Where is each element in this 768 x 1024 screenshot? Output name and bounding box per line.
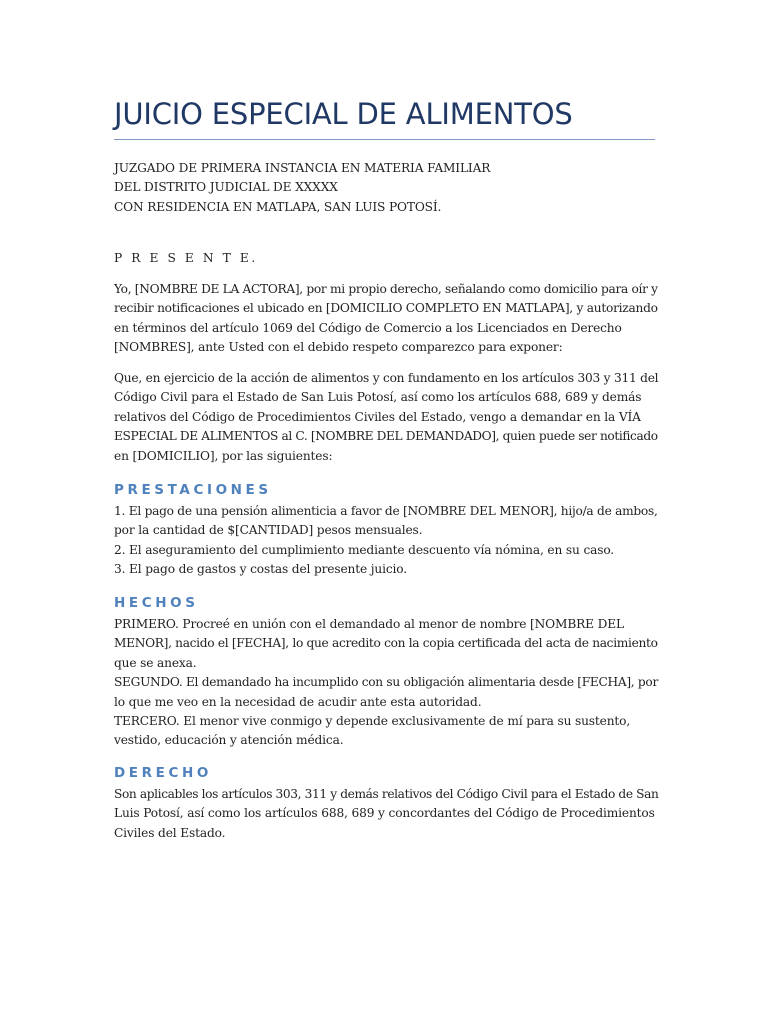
intro-line: Yo, [NOMBRE DE LA ACTORA], por mi propio derecho, señalando como domicilio para oír y bbox=[114, 282, 658, 296]
hechos-line: SEGUNDO. El demandado ha incumplido con su obligación alimentaria desde [FECHA], por bbox=[114, 675, 658, 690]
addressee-line: CON RESIDENCIA EN MATLAPA, SAN LUIS POTOSÍ. bbox=[114, 199, 442, 214]
hechos-list bbox=[114, 615, 659, 751]
title-divider bbox=[114, 139, 655, 140]
hechos-line: PRIMERO. Procreé en unión con el demandado al menor de nombre [NOMBRE DEL bbox=[114, 617, 624, 631]
prestaciones-line: 1. El pago de una pensión alimenticia a favor de [NOMBRE DEL MENOR], hijo/a de ambos, bbox=[114, 504, 658, 518]
demand-line: Que, en ejercicio de la acción de alimentos y con fundamento en los artículos 303 y 311 del bbox=[114, 371, 659, 385]
demand-line: relativos del Código de Procedimientos Civiles del Estado, vengo a demandar en la VÍA bbox=[114, 409, 641, 424]
addressee-line: JUZGADO DE PRIMERA INSTANCIA EN MATERIA FAMILIAR bbox=[114, 161, 491, 175]
hechos-line: TERCERO. El menor vive conmigo y depende exclusivamente de mí para su sustento, bbox=[114, 714, 631, 729]
demand-line: Código Civil para el Estado de San Luis Potosí, así como los artículos 688, 689 y demás bbox=[114, 390, 642, 405]
salutation bbox=[114, 249, 659, 268]
intro-line: en términos del artículo 1069 del Código de Comercio a los Licenciados en Derecho bbox=[114, 320, 622, 335]
salutation-text: P R E S E N T E. bbox=[114, 251, 258, 265]
prestaciones-line: por la cantidad de $[CANTIDAD] pesos mensuales. bbox=[114, 523, 423, 538]
prestaciones-list bbox=[114, 502, 659, 580]
derecho-paragraph bbox=[114, 785, 659, 843]
demand-line: en [DOMICILIO], por las siguientes: bbox=[114, 448, 333, 463]
derecho-line: Luis Potosí, así como los artículos 688, 689 y concordantes del Código de Procedimientos bbox=[114, 806, 655, 821]
intro-line: [NOMBRES], ante Usted con el debido respeto comparezco para exponer: bbox=[114, 340, 563, 355]
demand-line: ESPECIAL DE ALIMENTOS al C. [NOMBRE DEL DEMANDADO], quien puede ser notificado bbox=[114, 429, 658, 444]
hechos-line: vestido, educación y atención médica. bbox=[114, 733, 344, 748]
derecho-line: Civiles del Estado. bbox=[114, 825, 226, 840]
demand-paragraph bbox=[114, 369, 659, 466]
derecho-line: Son aplicables los artículos 303, 311 y demás relativos del Código Civil para el Estado de San bbox=[114, 787, 659, 801]
prestaciones-heading: PRESTACIONES bbox=[114, 482, 272, 498]
hechos-heading: HECHOS bbox=[114, 595, 199, 611]
hechos-line: lo que me veo en la necesidad de acudir ante esta autoridad. bbox=[114, 694, 482, 709]
intro-paragraph bbox=[114, 280, 659, 358]
prestaciones-line: 3. El pago de gastos y costas del presente juicio. bbox=[114, 562, 407, 577]
prestaciones-line: 2. El aseguramiento del cumplimiento mediante descuento vía nómina, en su caso. bbox=[114, 542, 615, 557]
hechos-line: MENOR], nacido el [FECHA], lo que acredito con la copia certificada del acta de nacimiento bbox=[114, 636, 658, 651]
addressee-block bbox=[114, 159, 659, 217]
derecho-heading: DERECHO bbox=[114, 765, 212, 781]
hechos-line: que se anexa. bbox=[114, 655, 197, 670]
addressee-line: DEL DISTRITO JUDICIAL DE XXXXX bbox=[114, 180, 338, 195]
document-title: JUICIO ESPECIAL DE ALIMENTOS bbox=[114, 97, 573, 131]
intro-line: recibir notificaciones el ubicado en [DOMICILIO COMPLETO EN MATLAPA], y autorizando bbox=[114, 301, 658, 316]
